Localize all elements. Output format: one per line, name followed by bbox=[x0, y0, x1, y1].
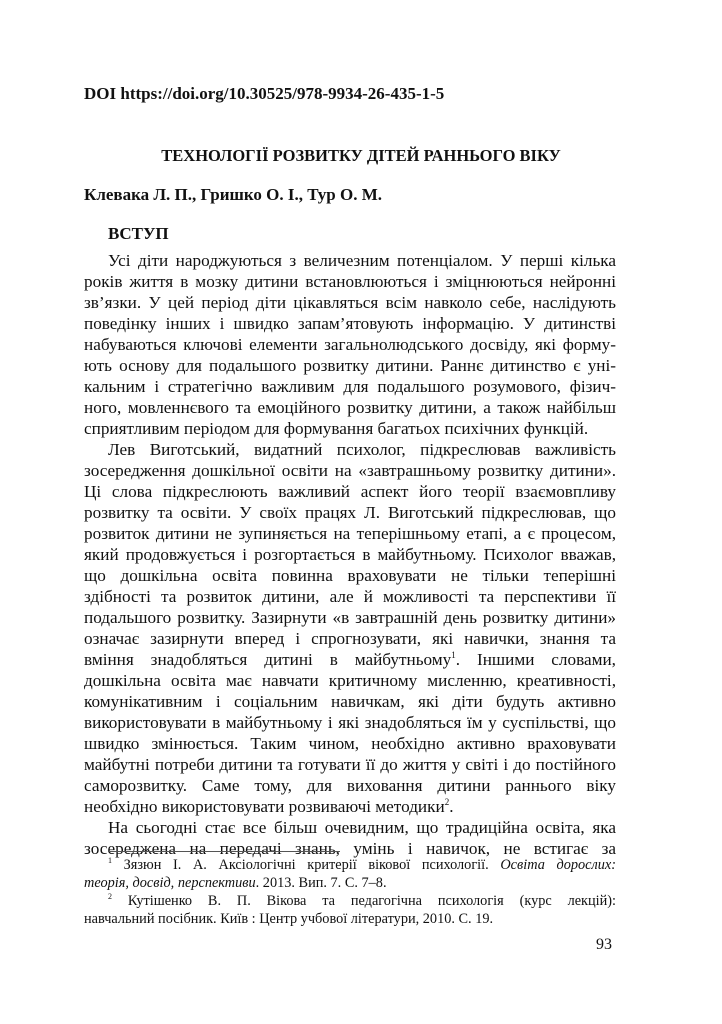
text-line bbox=[84, 439, 616, 460]
footnote-text: Зязюн І. А. Аксіологічні критерії вікової психології. bbox=[123, 857, 501, 873]
section-heading: ВСТУП bbox=[108, 224, 169, 243]
line-text: майбутні потреби дитини та готувати її до життя у світі і до постійного bbox=[84, 755, 616, 774]
text-line bbox=[84, 523, 616, 544]
line-text: подальшого розвитку. Зазирнути «в завтрашній день розвитку дитини» bbox=[84, 608, 616, 627]
line-text: означає зазирнути вперед і спрогнозувати, які навички, знання та bbox=[84, 629, 616, 648]
text-line bbox=[84, 775, 616, 796]
text-line bbox=[84, 628, 616, 649]
line-text: зосередження дошкільної освіти на «завтрашньому розвитку дитини». bbox=[84, 461, 616, 480]
line-text: зосереджена на передачі знань, умінь і навичок, не встигає за bbox=[84, 839, 616, 858]
text-line bbox=[84, 754, 616, 775]
text-line bbox=[84, 670, 616, 691]
line-text: що дошкільна освіта повинна враховувати не тільки теперішні bbox=[84, 566, 616, 585]
line-text: необхідно використовувати розвиваючі методики bbox=[84, 797, 445, 816]
line-text: здібності та розвиток дитини, але й можливості та перспективи її bbox=[84, 587, 616, 606]
line-text: років життя в мозку дитини встановлюються і зміцнюються нейронні bbox=[84, 272, 616, 291]
text-line bbox=[84, 418, 616, 439]
footnotes bbox=[84, 856, 616, 928]
footnote-1-cont bbox=[84, 874, 616, 892]
line-text: поведінку інших і швидко запам’ятовують інформацію. У дитинстві bbox=[84, 314, 616, 333]
footnote-marker: 2 bbox=[108, 892, 112, 901]
text-line bbox=[84, 460, 616, 481]
text-line bbox=[84, 502, 616, 523]
line-text: . bbox=[449, 797, 454, 816]
line-text: кальним і стратегічно важливим для подальшого розумового, фізич- bbox=[84, 377, 616, 396]
footnote-reference: 1 bbox=[451, 650, 456, 660]
text-line bbox=[84, 397, 616, 418]
line-text: комунікативним і соціальним навичкам, які діти будуть активно bbox=[84, 692, 616, 711]
footnote-text: навчальний посібник. Київ : Центр учбової літератури, 2010. С. 19. bbox=[84, 911, 494, 927]
line-text: . Іншими словами, bbox=[455, 650, 616, 669]
footnote-divider bbox=[108, 851, 340, 852]
article-title: ТЕХНОЛОГІЇ РОЗВИТКУ ДІТЕЙ РАННЬОГО ВІКУ bbox=[161, 146, 561, 165]
doi-line: DOI https://doi.org/10.30525/978-9934-26-435-1-5 bbox=[84, 84, 445, 103]
body-text bbox=[84, 250, 616, 859]
line-text: розвитку та освіти. У своїх працях Л. Виготський підкреслював, що bbox=[84, 503, 616, 522]
line-text: саморозвитку. Саме тому, для виховання дитини раннього віку bbox=[84, 776, 616, 795]
footnote-journal: Освіта дорослих: bbox=[500, 857, 616, 873]
text-line bbox=[84, 334, 616, 355]
text-line bbox=[84, 796, 616, 817]
line-text: На сьогодні стає все більш очевидним, що традиційна освіта, яка bbox=[108, 818, 616, 837]
text-line bbox=[84, 481, 616, 502]
text-line bbox=[84, 292, 616, 313]
footnote-journal: теорія, досвід, перспективи bbox=[84, 875, 256, 891]
text-line bbox=[84, 607, 616, 628]
text-line bbox=[84, 355, 616, 376]
line-text: набуваються ключові елементи загальнолюдського досвіду, які форму- bbox=[84, 335, 616, 354]
text-line bbox=[84, 649, 616, 670]
text-line bbox=[84, 376, 616, 397]
text-line bbox=[84, 733, 616, 754]
text-line bbox=[84, 544, 616, 565]
footnote-1 bbox=[84, 856, 616, 874]
footnote-reference: 2 bbox=[444, 797, 450, 807]
line-text: ють основу для подальшого розвитку дитини. Раннє дитинство є уні- bbox=[84, 356, 616, 375]
text-line bbox=[84, 250, 616, 271]
footnote-marker: 1 bbox=[108, 856, 112, 865]
line-text: Лев Виготський, видатний психолог, підкреслював важливість bbox=[108, 440, 616, 459]
text-line bbox=[84, 712, 616, 733]
footnote-2 bbox=[84, 892, 616, 910]
line-text: ного, мовленнєвого та емоційного розвитку дитини, а також найбільш bbox=[84, 398, 616, 417]
line-text: швидко змінюється. Таким чином, необхідно активно враховувати bbox=[84, 734, 616, 753]
footnote-2-cont bbox=[84, 910, 616, 928]
text-line bbox=[84, 271, 616, 292]
text-line bbox=[84, 691, 616, 712]
line-text: сприятливим періодом для формування багатьох психічних функцій. bbox=[84, 419, 589, 438]
text-line bbox=[84, 565, 616, 586]
line-text: дошкільна освіта має навчати критичному мисленню, креативності, bbox=[84, 671, 616, 690]
line-text: використовувати в майбутньому і які знадобляться їм у суспільстві, що bbox=[84, 713, 616, 732]
text-line bbox=[84, 313, 616, 334]
page-number: 93 bbox=[596, 936, 612, 953]
text-line bbox=[84, 586, 616, 607]
line-text: вміння знадобляться дитині в майбутньому bbox=[84, 650, 452, 669]
footnote-text: . 2013. Вип. 7. С. 7–8. bbox=[255, 875, 387, 891]
line-text: Ці слова підкреслюють важливий аспект його теорії взаємовпливу bbox=[84, 482, 616, 501]
line-text: розвиток дитини не зупиняється на теперішньому етапі, а є процесом, bbox=[84, 524, 616, 543]
authors: Клевака Л. П., Гришко О. І., Тур О. М. bbox=[84, 185, 382, 204]
line-text: зв’язки. У цей період діти цікавляться всім навколо себе, наслідують bbox=[84, 293, 616, 312]
text-line bbox=[84, 817, 616, 838]
line-text: Усі діти народжуються з величезним потенціалом. У перші кілька bbox=[108, 251, 616, 270]
footnote-text: Кутішенко В. П. Вікова та педагогічна психологія (курс лекцій): bbox=[127, 893, 617, 909]
line-text: який продовжується і розгортається в майбутньому. Психолог вважав, bbox=[84, 545, 616, 564]
